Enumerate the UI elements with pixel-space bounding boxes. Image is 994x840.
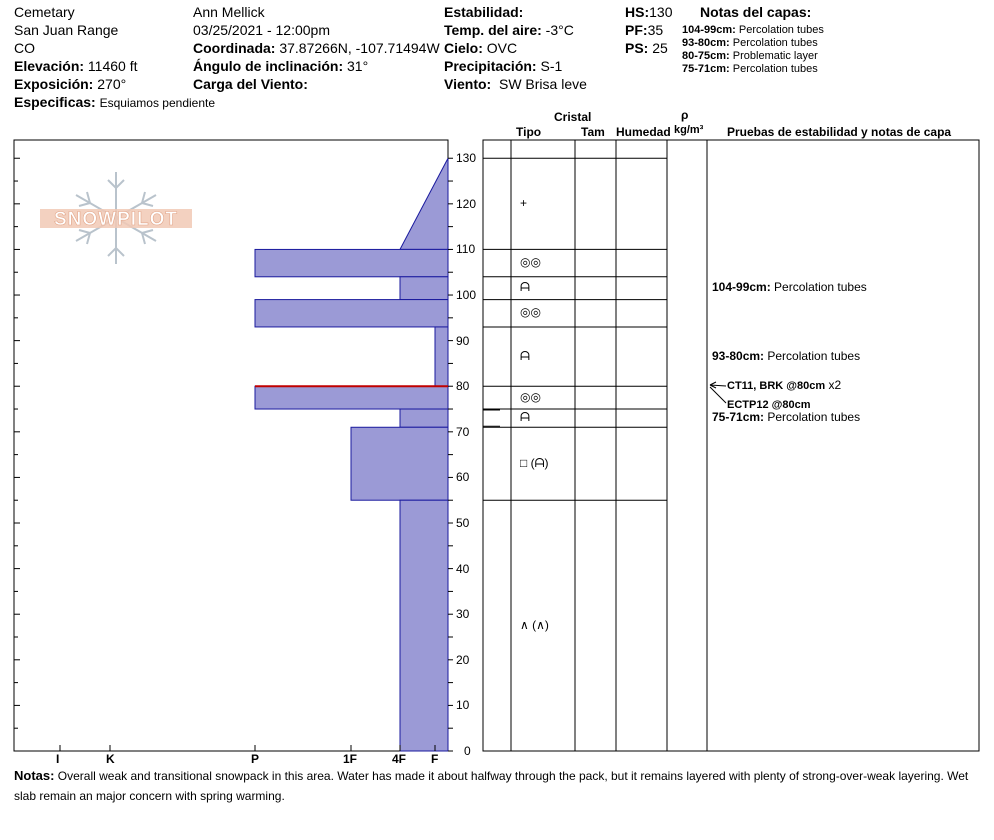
crystal-symbol: ◎◎ [520, 389, 541, 404]
slope-value: 31° [347, 58, 369, 74]
crystal-symbol: ∧ (∧) [520, 617, 549, 632]
ps-label: PS: [625, 40, 649, 56]
hardness-layer [400, 277, 448, 300]
notes-label: Notas: [14, 768, 55, 783]
hardness-layer [400, 500, 448, 751]
annotation-range: 93-80cm: [712, 348, 765, 363]
stability-test [727, 399, 811, 411]
layer-notes-title: Notas del capas: [700, 4, 812, 20]
depth-tick-label: 60 [456, 470, 470, 485]
hardness-layer [400, 158, 448, 249]
aspect-value: 270° [97, 76, 127, 92]
layer-note-text: Problematic layer [732, 50, 818, 62]
wind-value: SW Brisa leve [498, 76, 587, 92]
layer-table [483, 140, 979, 751]
stability-test-result: ECTP12 @80cm [727, 399, 811, 411]
crystal-header: Cristal [554, 110, 592, 124]
specifics-label: Especificas: [14, 94, 96, 110]
hardness-tick-label: 1F [343, 752, 358, 766]
elevation-value: 11460 ft [87, 58, 138, 74]
density-unit-header: kg/m³ [674, 124, 704, 136]
snowpilot-logo [40, 172, 192, 264]
hs-value: 130 [649, 4, 673, 20]
hardness-layer [400, 409, 448, 427]
moisture-header: Humedad [616, 125, 671, 139]
hardness-tick-label: 4F [392, 752, 407, 766]
air-temp-value: -3°C [545, 22, 574, 38]
crystal-symbol: □ (ᗩ) [520, 455, 549, 470]
stability-test-result: CT11, BRK @80cm [727, 380, 826, 392]
coordinates-value: 37.87266N, -107.71494W [279, 40, 440, 56]
hardness-tick-label: P [251, 752, 260, 766]
depth-tick-label: 30 [456, 607, 470, 622]
hardness-layer [255, 386, 448, 409]
layer-annotation [712, 281, 867, 294]
tests-header: Pruebas de estabilidad y notas de capa [727, 125, 952, 139]
hardness-layers [255, 158, 448, 751]
hardness-layer [351, 427, 448, 500]
notes-text: Overall weak and transitional snowpack in this area. Water has made it about halfway through the pack, but it remains layered with plenty of strong-over-weak layering. Wet slab remain an major concern with spring warming. [14, 769, 969, 803]
wind-label: Viento: [444, 76, 492, 92]
depth-tick-label: 90 [456, 333, 470, 348]
precip-label: Precipitación: [444, 58, 537, 74]
layer-annotation [712, 350, 860, 363]
type-header: Tipo [516, 125, 542, 139]
crystal-symbol: ◎◎ [520, 305, 541, 320]
hardness-tick-label: F [431, 752, 439, 766]
depth-tick-label: 50 [456, 516, 470, 530]
aspect-label: Exposición: [14, 76, 94, 92]
hardness-tick-label: K [106, 752, 115, 766]
depth-tick-label: 130 [456, 151, 477, 166]
observer-name: Ann Mellick [193, 4, 265, 20]
layer-note-range: 93-80cm: [682, 37, 730, 49]
ps-value: 25 [652, 40, 668, 56]
mountain-range: San Juan Range [14, 22, 119, 38]
layer-note-range: 80-75cm: [682, 50, 730, 62]
pf-label: PF: [625, 22, 648, 38]
size-header: Tam [581, 125, 605, 139]
elevation-label: Elevación: [14, 58, 85, 74]
stability-test [727, 379, 841, 392]
hardness-layer [435, 327, 448, 386]
test-arrow [710, 387, 726, 403]
crystal-symbol: ᗩ [520, 348, 530, 363]
stability-label: Estabilidad: [444, 4, 524, 20]
depth-tick-label: 0 [464, 744, 471, 758]
layer-note-text: Percolation tubes [732, 37, 818, 49]
hardness-tick-label: I [56, 752, 60, 766]
depth-tick-label: 100 [456, 288, 477, 303]
location-name: Cemetary [14, 4, 75, 20]
layer-note-text: Percolation tubes [732, 63, 818, 75]
crystal-symbol: ◎◎ [520, 255, 541, 270]
annotation-range: 75-71cm: [712, 410, 765, 425]
state: CO [14, 40, 35, 56]
specifics-value: Esquiamos pendiente [99, 96, 216, 110]
stability-test-count: x2 [825, 378, 842, 392]
coordinates-label: Coordinada: [193, 40, 276, 56]
depth-tick-label: 70 [456, 424, 470, 439]
layer-table-grid [483, 140, 726, 751]
precip-value: S-1 [540, 58, 563, 74]
observation-datetime: 03/25/2021 - 12:00pm [193, 22, 330, 38]
annotation-range: 104-99cm: [712, 280, 771, 295]
hardness-layer [255, 249, 448, 276]
layer-note-range: 104-99cm: [682, 24, 736, 36]
depth-tick-label: 10 [456, 698, 470, 713]
logo-text: SNOWPILOT [53, 209, 179, 230]
annotation-text: Percolation tubes [764, 348, 861, 363]
crystal-symbol: + [520, 195, 528, 210]
depth-tick-label: 80 [456, 379, 470, 394]
rho-header: ρ [681, 108, 689, 122]
layer-note-text: Percolation tubes [738, 24, 824, 36]
sky-value: OVC [486, 40, 518, 56]
notes-section [14, 766, 990, 806]
hs-label: HS: [625, 4, 650, 20]
depth-tick-label: 40 [456, 561, 470, 576]
hardness-layer [255, 300, 448, 327]
slope-label: Ángulo de inclinación: [193, 58, 344, 74]
sky-label: Cielo: [444, 40, 483, 56]
layer-annotation [712, 411, 860, 424]
annotation-text: Percolation tubes [764, 410, 861, 425]
depth-tick-label: 110 [456, 242, 476, 257]
annotation-text: Percolation tubes [770, 280, 867, 295]
crystal-symbol: ᗩ [520, 280, 530, 295]
layer-note-range: 75-71cm: [682, 63, 730, 75]
depth-tick-label: 120 [456, 196, 477, 211]
pf-value: 35 [647, 22, 664, 38]
crystal-symbol: ᗩ [520, 410, 530, 425]
depth-tick-label: 20 [456, 652, 470, 667]
wind-load-label: Carga del Viento: [193, 76, 308, 92]
air-temp-label: Temp. del aire: [444, 22, 542, 38]
